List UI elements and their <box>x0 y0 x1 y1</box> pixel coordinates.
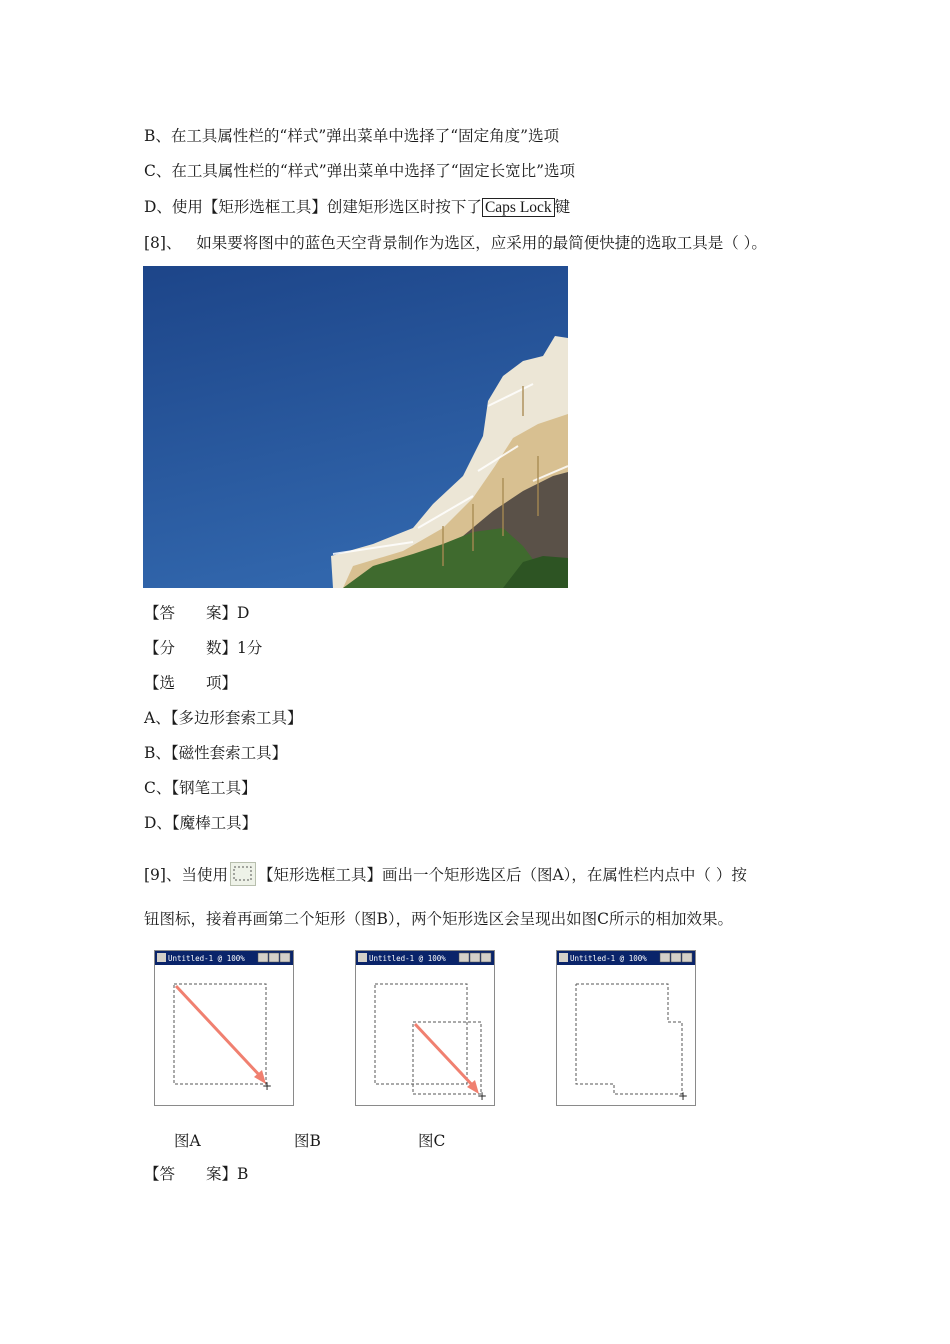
q8-option-b: B、【磁性套索工具】 <box>144 744 288 762</box>
answer-label: 【答 案】 <box>144 604 238 622</box>
q9-text-post: 【矩形选框工具】画出一个矩形选区后（图A），在属性栏内点中（ ）按 <box>257 866 747 884</box>
answer-label: 【答 案】 <box>144 1165 238 1183</box>
rectangular-marquee-icon <box>230 862 256 886</box>
q7-option-c: C、在工具属性栏的“样式”弹出菜单中选择了“固定长宽比”选项 <box>144 162 576 180</box>
score-value: 1分 <box>237 639 263 657</box>
q8-number: [8]、 <box>144 234 182 252</box>
q8-answer <box>144 603 249 623</box>
q9-answer <box>144 1164 248 1184</box>
answer-value: B <box>237 1165 249 1183</box>
answer-value: D <box>237 604 250 622</box>
q8-option-a: A、【多边形套索工具】 <box>144 709 303 727</box>
q8-option-c: C、【钢笔工具】 <box>144 779 257 797</box>
svg-text:+: + <box>477 1089 488 1103</box>
caps-lock-key: Caps Lock <box>482 198 555 217</box>
q9-question-line2: 钮图标，接着再画第二个矩形（图B），两个矩形选区会呈现出如图C所示的相加效果。 <box>144 910 734 928</box>
q8-question <box>144 233 767 253</box>
figure-a-caption: 图A <box>174 1132 201 1150</box>
q7-option-d-suffix: 键 <box>554 198 571 216</box>
q7-option-d-text: D、使用【矩形选框工具】创建矩形选区时按下了 <box>144 198 482 216</box>
figure-b-title: Untitled-1 @ 100% <box>369 954 446 963</box>
q8-options-label: 【选 项】 <box>144 674 238 692</box>
figure-b-caption: 图B <box>294 1132 321 1150</box>
figure-c <box>556 950 696 1106</box>
q7-option-b: B、在工具属性栏的“样式”弹出菜单中选择了“固定角度”选项 <box>144 127 560 145</box>
figure-b <box>355 950 495 1106</box>
q7-option-d <box>144 197 570 218</box>
q8-option-d: D、【魔棒工具】 <box>144 814 258 832</box>
figure-a-title: Untitled-1 @ 100% <box>168 954 245 963</box>
figure-c-caption: 图C <box>418 1132 446 1150</box>
q8-text: 如果要将图中的蓝色天空背景制作为选区，应采用的最简便快捷的选取工具是（ ）。 <box>196 234 767 252</box>
q8-score <box>144 638 262 658</box>
q9-text-pre: [9]、当使用 <box>144 866 228 884</box>
q9-question-line1 <box>144 862 747 886</box>
figure-a <box>154 950 294 1106</box>
sky-building-photo <box>143 266 568 588</box>
figure-c-title: Untitled-1 @ 100% <box>570 954 647 963</box>
svg-text:+: + <box>262 1079 273 1093</box>
score-label: 【分 数】 <box>144 639 238 657</box>
svg-text:+: + <box>678 1089 689 1103</box>
